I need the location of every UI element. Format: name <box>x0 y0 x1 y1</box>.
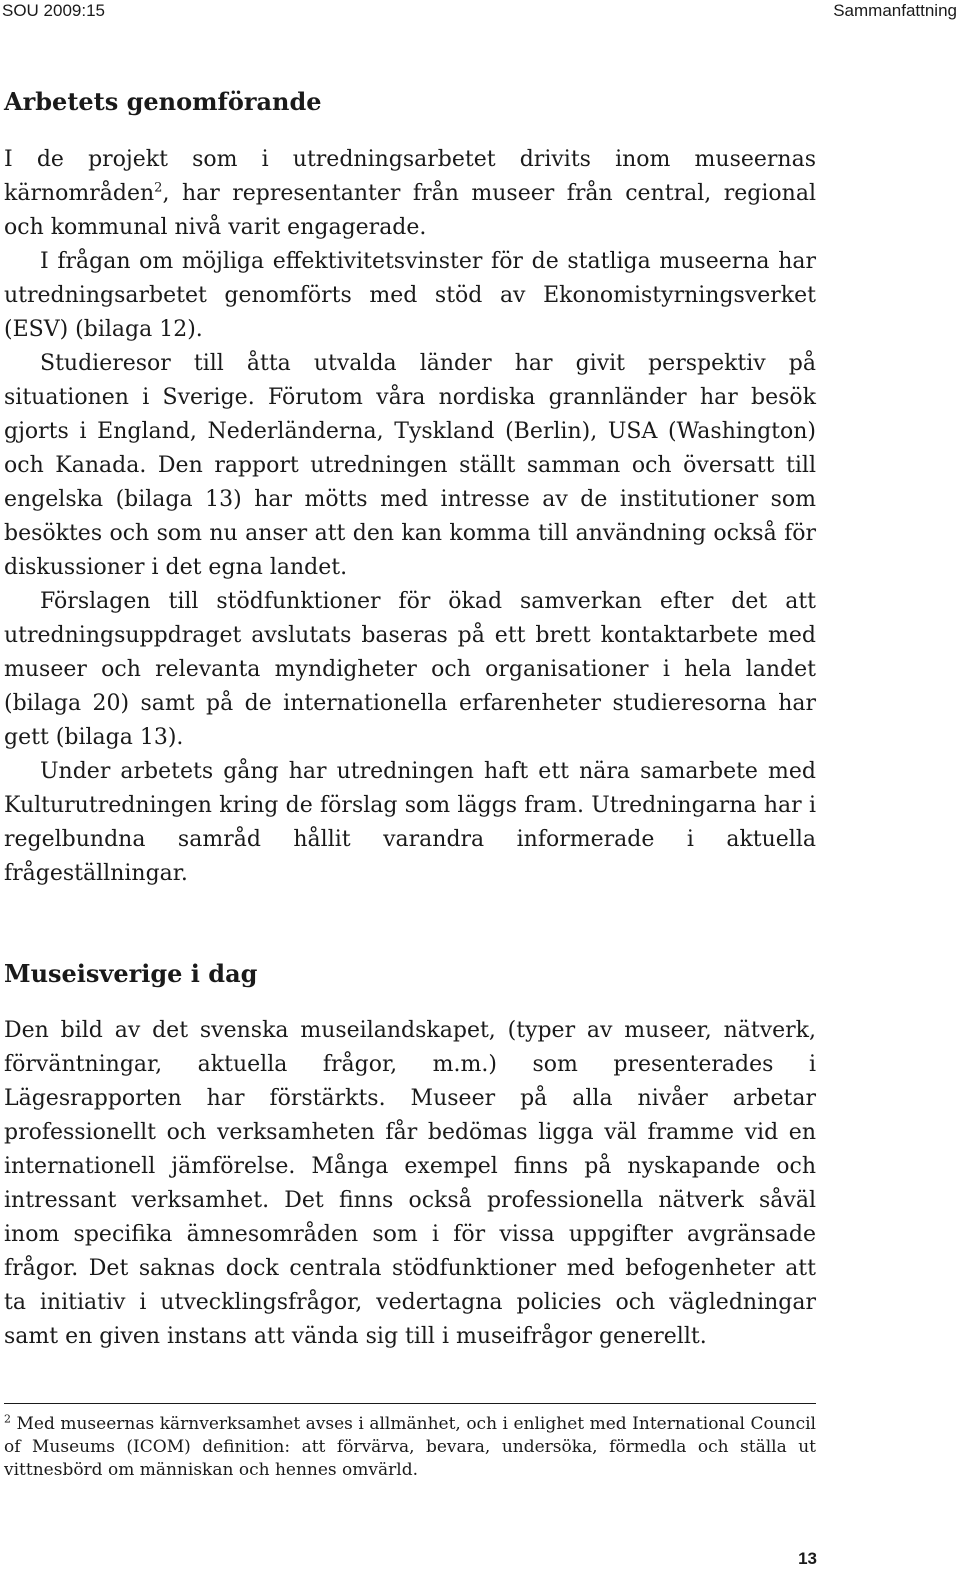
paragraph: Under arbetets gång har utredningen haft ett nära samarbete med Kulturutredningen kring de förslag som läggs fram. Utredningarna har i regelbundna samråd hållit varandra informerade i aktuella frågeställningar. <box>4 759 816 886</box>
header-chapter-title: Sammanfattning <box>833 1 957 20</box>
paragraph: I frågan om möjliga effektivitetsvinster för de statliga museerna har utredningsarbetet genomförts med stöd av Ekonomistyrningsverket (ESV) (bilaga 12). <box>4 249 816 342</box>
section-body-museisverige-i-dag <box>4 1014 816 1354</box>
footnote-reference[interactable]: 2 <box>154 180 163 196</box>
running-header <box>2 0 957 22</box>
footnote-divider <box>4 1403 816 1404</box>
paragraph-text: I de projekt som i utredningsarbetet drivits inom museernas kärnområden <box>4 147 816 206</box>
section-body-arbetets-genomforande <box>4 143 816 891</box>
footnote-text: Med museernas kärnverksamhet avses i allmänhet, och i enlighet med International Council of Museums (ICOM) definition: att förvärva, bevara, undersöka, förmedla och ställa ut vittnesbörd om människan och hennes omvärld. <box>4 1414 816 1480</box>
section-heading-arbetets-genomforande: Arbetets genomförande <box>4 87 322 116</box>
footnote-marker: 2 <box>4 1412 11 1426</box>
header-report-id: SOU 2009:15 <box>2 1 106 20</box>
paragraph: Studieresor till åtta utvalda länder har givit perspektiv på situationen i Sverige. Förutom våra nordiska grannländer har besök gjorts i England, Nederländerna, Tyskland (Berlin), USA (Washington) och Kanada. Den rapport utredningen ställt samman och översatt till engelska (bilaga 13) har mötts med intresse av de institutioner som besöktes och som nu anser att den kan komma till användning också för diskussioner i det egna landet. <box>4 351 816 580</box>
paragraph <box>4 143 816 245</box>
section-heading-museisverige-i-dag: Museisverige i dag <box>4 959 258 988</box>
paragraph-text: , har representanter från museer från central, regional och kommunal nivå varit engagerade. <box>4 181 816 240</box>
page-number: 13 <box>798 1549 817 1568</box>
footnote <box>4 1413 816 1482</box>
paragraph: Den bild av det svenska museilandskapet, (typer av museer, nätverk, förväntningar, aktuella frågor, m.m.) som presenterades i Lägesrapporten har förstärkts. Museer på alla nivåer arbetar professionellt och verksamheten får bedömas ligga väl framme vid en internationell jämförelse. Många exempel finns på nyskapande och intressant verksamhet. Det finns också professionella nätverk såväl inom specifika ämnesområden som i för vissa uppgifter avgränsade frågor. Det saknas dock centrala stödfunktioner med befogenheter att ta initiativ i utvecklingsfrågor, vedertagna policies och vägledningar samt en given instans att vända sig till i museifrågor generellt. <box>4 1018 816 1349</box>
paragraph: Förslagen till stödfunktioner för ökad samverkan efter det att utredningsuppdraget avslutats baseras på ett brett kontaktarbete med museer och relevanta myndigheter och organisationer i hela landet (bilaga 20) samt på de internationella erfarenheter studieresorna har gett (bilaga 13). <box>4 589 816 750</box>
